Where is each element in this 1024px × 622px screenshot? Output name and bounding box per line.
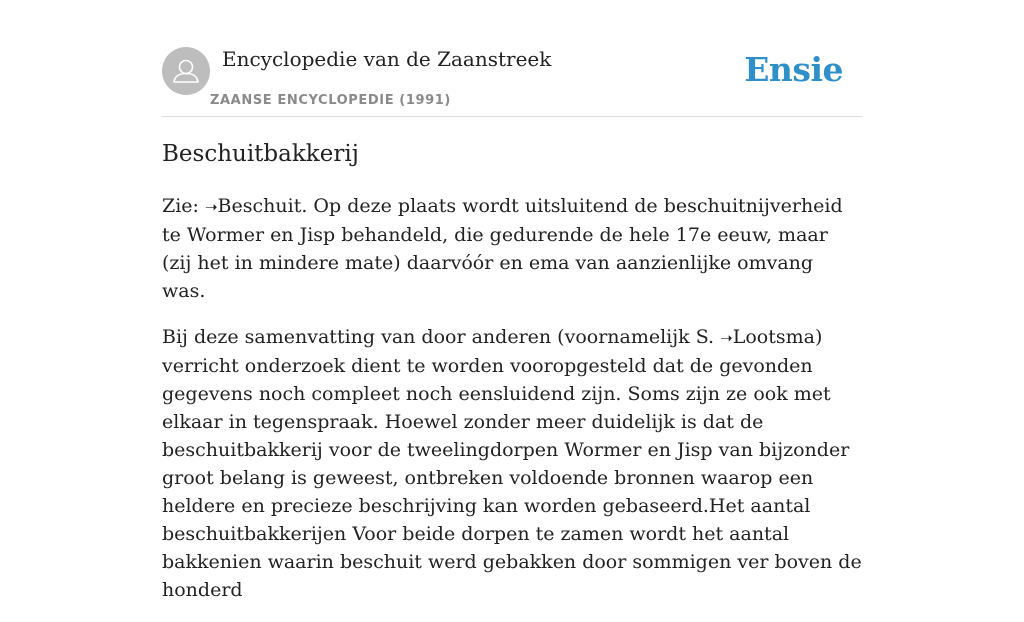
page-title: Beschuitbakkerij (162, 141, 359, 167)
author-name[interactable]: Encyclopedie van de Zaanstreek (222, 47, 552, 71)
source-label: ZAANSE ENCYCLOPEDIE (1991) (210, 93, 451, 108)
paragraph-2-prefix: Bij deze samenvatting van door anderen (voornamelijk S. (162, 326, 721, 348)
ensie-logo[interactable]: Ensie (744, 50, 843, 89)
article-container (162, 0, 862, 601)
paragraph-1-text: . Op deze plaats wordt uitsluitend de beschuitnijverheid te Wormer en Jisp behandeld, die gedurende de hele 17e eeuw, maar (zij het in mindere mate) daarvóór en ema van aanzienlijke omvang was. (162, 195, 843, 302)
article-header (162, 0, 862, 117)
paragraph-2 (162, 323, 862, 604)
arrow-right-icon: ➝ (720, 329, 733, 347)
link-lootsma[interactable] (720, 326, 815, 348)
paragraph-2-text: ) verricht onderzoek dient te worden vooropgesteld dat de gevonden gegevens noch compleet noch eensluidend zijn. Soms zijn ze ook met elkaar in tegenspraak. Hoewel zonder meer duidelijk is dat de beschuitbakkerij voor de tweelingdorpen Wormer en Jisp van bijzonder groot belang is geweest, ontbreken voldoende bronnen waarop een heldere en precieze beschrijving kan worden gebaseerd.Het aantal beschuitbakkerijen Voor beide dorpen te zamen wordt het aantal bakkenien waarin beschuit werd gebakken door sommigen ver boven de honderd (162, 326, 862, 601)
paragraph-1 (162, 192, 862, 305)
article-body (162, 192, 862, 622)
link-beschuit[interactable] (205, 195, 301, 217)
avatar[interactable] (162, 47, 210, 95)
arrow-right-icon: ➝ (204, 198, 218, 216)
link-lootsma-label: Lootsma (732, 326, 815, 348)
user-icon (162, 47, 210, 95)
paragraph-1-prefix: Zie: (162, 195, 205, 217)
link-beschuit-label: Beschuit (217, 195, 302, 217)
